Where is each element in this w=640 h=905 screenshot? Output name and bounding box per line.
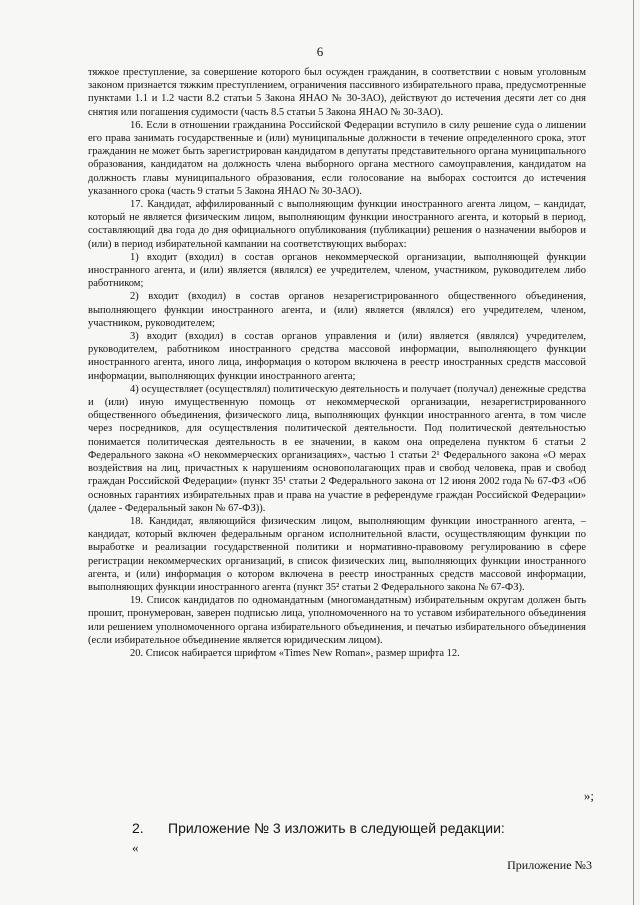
paragraph-19: 19. Список кандидатов по одномандатным (многомандатным) избирательным округам должен быть прошит, пронумерован, заверен подписью лица, уполномоченного на то уставом избирательного объединения или решением уполномоченного органа избирательного объединения, и печатью избирательного объединения (если избирательное объединение является юридическим лицом). [88,595,586,646]
paragraph-continuation: тяжкое преступление, за совершение которого был осужден гражданин, в соответствии с новым уголовным законом признается тяжким преступлением, ограничения пассивного избирательного права, предусмотренные пунктами 1.1 и 1.2 части 8.2 статьи 5 Закона ЯНАО № 30-ЗАО), действуют до истечения десяти лет со дня снятия или погашения судимости (часть 8.5 статьи 5 Закона ЯНАО № 30-ЗАО). [88,67,586,118]
scan-edge-line [633,0,634,905]
paragraph-18: 18. Кандидат, являющийся физическим лицом, выполняющим функции иностранного агента, – кандидат, который включен федеральным органом исполнительной власти, осуществляющим функции по выработке и реализации государственной политики и нормативно-правовому регулированию в сфере регистрации некоммерческих организаций, в список физических лиц, выполняющих функции иностранного агента, и (или) информация о котором включена в реестр иностранных средств массовой информации, выполняющих функции иностранного агента (пункт 35² статьи 2 Федерального закона № 67-ФЗ). [88,515,586,593]
opening-quote-mark: « [132,840,139,855]
section-heading [132,820,505,836]
paragraph-17-item-2: 2) входит (входил) в состав органов незарегистрированного общественного объединения, выполняющего функции иностранного агента, и (или) является (являлся) его учредителем, членом, участником, руководителем; [88,291,586,329]
paragraph-17-item-4: 4) осуществляет (осуществлял) политическую деятельность и получает (получал) денежные средства и (или) иную имущественную помощь от некоммерческой организации, незарегистрированного общественного объединения, физического лица, выполняющих функции иностранного агента, в том числе через посредников, для осуществления политической деятельности. Под политической деятельностью понимается политическая деятельность в ее значении, в каком она определена пунктом 6 статьи 2 Федерального закона «О некоммерческих организациях», частью 1 статьи 2¹ Федерального закона «О мерах воздействия на лиц, причастных к нарушениям основополагающих прав и свобод человека, прав и свобод граждан Российской Федерации» (пункт 35¹ статьи 2 Федерального закона от 12 июня 2002 года № 67-ФЗ «Об основных гарантиях избирательных прав и права на участие в референдуме граждан Российской Федерации» (далее - Федеральный закон № 67-ФЗ)). [88,383,586,514]
paragraph-17: 17. Кандидат, аффилированный с выполняющим функции иностранного агента лицом, – кандидат, который не является физическим лицом, выполняющим функции иностранного агента, и который в период, составляющий два года до дня официального опубликования (публикации) решения о назначении выборов и (или) в период избирательной кампании на соответствующих выборах: [88,199,586,250]
closing-quote-mark: »; [583,788,594,803]
paragraph-16: 16. Если в отношении гражданина Российской Федерации вступило в силу решение суда о лишении его права занимать государственные и (или) муниципальные должности в течение определенного срока, этот гражданин не может быть зарегистрирован кандидатом в депутаты представительного органа муниципального образования, кандидатом на должность члена выборного органа местного самоуправления, кандидатом на должность главы муниципального образования, если голосование на выборах состоится до истечения указанного срока (часть 9 статьи 5 Закона ЯНАО № 30-ЗАО). [88,119,586,197]
paragraph-17-item-1: 1) входит (входил) в состав органов некоммерческой организации, выполняющей функции иностранного агента, и (или) является (являлся) ее учредителем, членом, участником, руководителем либо работником; [88,251,586,290]
paragraph-17-item-3: 3) входит (входил) в состав органов управления и (или) является (являлся) учредителем, руководителем, работником иностранного средства массовой информации, выполняющего функции иностранного агента, иного лица, информация о котором включена в реестр иностранных средств массовой информации, выполняющих функции иностранного агента; [88,331,586,382]
page-number: 6 [316,44,324,59]
section-text: Приложение № 3 изложить в следующей редакции: [168,820,505,836]
section-number: 2. [132,820,144,836]
paragraph-20: 20. Список набирается шрифтом «Times New Roman», размер шрифта 12. [130,647,460,659]
appendix-label: Приложение №3 [507,858,592,872]
document-body [88,66,586,660]
